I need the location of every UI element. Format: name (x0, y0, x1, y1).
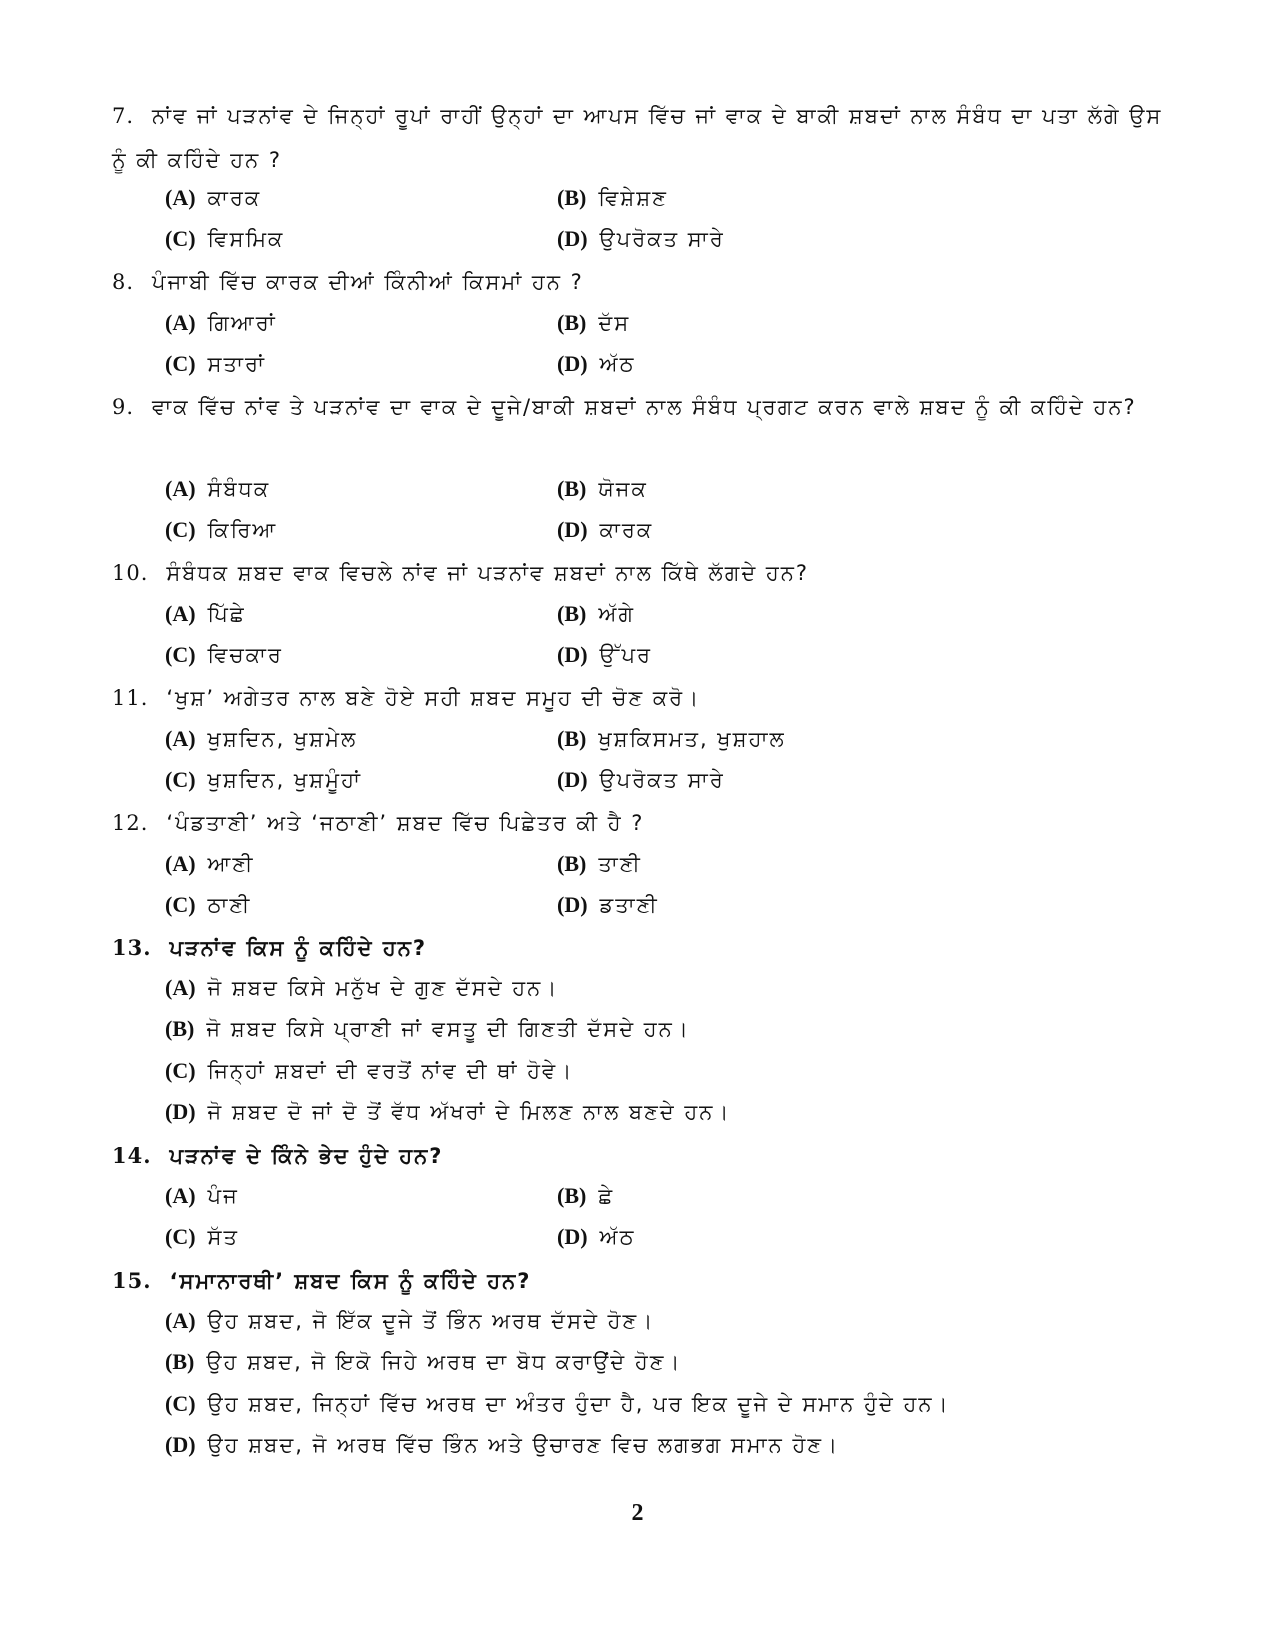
question-7 (112, 94, 1172, 182)
option-text: ਸੰਬੰਧਕ (207, 477, 271, 501)
option-text: ਉਹ ਸ਼ਬਦ, ਜੋ ਇੱਕ ਦੂਜੇ ਤੋਂ ਭਿੰਨ ਅਰਥ ਦੱਸਦੇ ਹੋਣ। (207, 1309, 655, 1333)
option-c (165, 1053, 573, 1089)
option-text: ਆਣੀ (207, 852, 255, 876)
option-label: (A) (165, 476, 196, 501)
option-a (165, 1178, 239, 1214)
option-label: (B) (557, 476, 587, 501)
option-a (165, 846, 254, 882)
option-text: ਖੁਸ਼ਦਿਨ, ਖੁਸ਼ਮੂੰਹਾਂ (207, 768, 362, 792)
option-d (557, 1219, 635, 1255)
option-label: (B) (557, 1183, 587, 1208)
option-text: ਗਿਆਰਾਂ (207, 311, 277, 335)
option-d (557, 512, 653, 548)
option-label: (C) (165, 1058, 196, 1083)
option-label: (B) (557, 601, 587, 626)
option-b (165, 1011, 690, 1047)
option-label: (D) (557, 226, 588, 251)
option-a (165, 180, 261, 216)
option-b (557, 846, 642, 882)
question-number: 10. (112, 561, 149, 585)
page-number: 2 (631, 1500, 644, 1526)
option-label: (B) (165, 1016, 195, 1041)
option-label: (D) (557, 642, 588, 667)
option-label: (B) (557, 851, 587, 876)
option-d (557, 346, 635, 382)
option-text: ਯੋਜਕ (598, 477, 648, 501)
option-label: (C) (165, 351, 196, 376)
option-label: (A) (165, 1308, 196, 1333)
option-text: ਵਿਸ਼ੇਸ਼ਣ (598, 186, 668, 210)
option-c (165, 1386, 950, 1422)
question-text: ਪੜਨਾਂਵ ਕਿਸ ਨੂੰ ਕਹਿੰਦੇ ਹਨ? (169, 936, 428, 960)
question-9 (112, 385, 1172, 429)
option-text: ਛੇ (598, 1184, 615, 1208)
question-text: ‘ਖੁਸ਼’ ਅਗੇਤਰ ਨਾਲ ਬਣੇ ਹੋਏ ਸਹੀ ਸ਼ਬਦ ਸਮੂਹ ਦੀ ਚੋਣ ਕਰੋ। (166, 686, 701, 710)
option-b (557, 1178, 614, 1214)
option-text: ਵਿਸਮਿਕ (207, 227, 285, 251)
option-c (165, 637, 283, 673)
option-label: (C) (165, 517, 196, 542)
option-text: ਜਿਨ੍ਹਾਂ ਸ਼ਬਦਾਂ ਦੀ ਵਰਤੋਂ ਨਾਂਵ ਦੀ ਥਾਂ ਹੋਵੇ। (207, 1059, 574, 1083)
question-text: ‘ਸਮਾਨਾਰਥੀ’ ਸ਼ਬਦ ਕਿਸ ਨੂੰ ਕਹਿੰਦੇ ਹਨ? (169, 1269, 532, 1293)
option-label: (C) (165, 642, 196, 667)
question-text: ਪੜਨਾਂਵ ਦੇ ਕਿੰਨੇ ਭੇਦ ਹੁੰਦੇ ਹਨ? (169, 1144, 444, 1168)
option-label: (C) (165, 892, 196, 917)
option-label: (C) (165, 226, 196, 251)
option-d (557, 887, 659, 923)
option-a (165, 596, 246, 632)
option-label: (B) (557, 726, 587, 751)
option-text: ਠਾਣੀ (207, 893, 252, 917)
option-text: ਡਤਾਣੀ (599, 893, 659, 917)
question-11 (112, 676, 1162, 720)
option-label: (A) (165, 601, 196, 626)
question-number: 9. (112, 395, 135, 419)
option-label: (D) (557, 1224, 588, 1249)
option-text: ਜੋ ਸ਼ਬਦ ਕਿਸੇ ਪ੍ਰਾਣੀ ਜਾਂ ਵਸਤੂ ਦੀ ਗਿਣਤੀ ਦੱਸਦੇ ਹਨ। (206, 1017, 690, 1041)
option-text: ਅੱਠ (599, 1225, 636, 1249)
option-label: (A) (165, 185, 196, 210)
question-number: 13. (112, 935, 152, 960)
option-label: (D) (557, 767, 588, 792)
option-c (165, 346, 266, 382)
option-a (165, 970, 558, 1006)
option-text: ਪੰਜ (207, 1184, 239, 1208)
option-text: ਦੱਸ (598, 311, 631, 335)
question-10 (112, 551, 1162, 595)
option-text: ਅੱਗੇ (598, 602, 636, 626)
option-text: ਕਾਰਕ (207, 186, 262, 210)
question-12 (112, 801, 1162, 845)
option-label: (D) (165, 1099, 196, 1124)
option-d (557, 221, 725, 257)
question-number: 7. (112, 104, 135, 128)
option-label: (D) (557, 351, 588, 376)
option-text: ਉਪਰੋਕਤ ਸਾਰੇ (599, 227, 725, 251)
option-text: ਪਿੱਛੇ (207, 602, 246, 626)
question-number: 14. (112, 1143, 152, 1168)
option-a (165, 1303, 654, 1339)
option-b (165, 1344, 682, 1380)
question-text: ਪੰਜਾਬੀ ਵਿੱਚ ਕਾਰਕ ਦੀਆਂ ਕਿੰਨੀਆਂ ਕਿਸਮਾਂ ਹਨ ? (152, 270, 584, 294)
option-text: ਜੋ ਸ਼ਬਦ ਕਿਸੇ ਮਨੁੱਖ ਦੇ ਗੁਣ ਦੱਸਦੇ ਹਨ। (207, 976, 559, 1000)
question-15 (112, 1259, 1162, 1303)
option-b (557, 721, 786, 757)
option-d (165, 1427, 839, 1463)
option-label: (B) (557, 310, 587, 335)
question-13 (112, 926, 1162, 970)
option-label: (C) (165, 1224, 196, 1249)
option-b (557, 471, 648, 507)
option-label: (A) (165, 310, 196, 335)
option-d (557, 762, 725, 798)
question-number: 12. (112, 811, 149, 835)
option-label: (D) (557, 517, 588, 542)
option-d (165, 1094, 731, 1130)
question-14 (112, 1134, 1162, 1178)
option-label: (A) (165, 975, 196, 1000)
question-text: ਸੰਬੰਧਕ ਸ਼ਬਦ ਵਾਕ ਵਿਚਲੇ ਨਾਂਵ ਜਾਂ ਪੜਨਾਂਵ ਸ਼ਬਦਾਂ ਨਾਲ ਕਿੱਥੇ ਲੱਗਦੇ ਹਨ? (166, 561, 810, 585)
option-text: ਖੁਸ਼ਦਿਨ, ਖੁਸ਼ਮੇਲ (207, 727, 358, 751)
option-b (557, 180, 668, 216)
option-label: (B) (165, 1349, 195, 1374)
option-label: (C) (165, 767, 196, 792)
option-text: ਕਾਰਕ (599, 518, 654, 542)
option-label: (B) (557, 185, 587, 210)
option-text: ਉਹ ਸ਼ਬਦ, ਜਿਨ੍ਹਾਂ ਵਿੱਚ ਅਰਥ ਦਾ ਅੰਤਰ ਹੁੰਦਾ ਹੈ, ਪਰ ਇਕ ਦੂਜੇ ਦੇ ਸਮਾਨ ਹੁੰਦੇ ਹਨ। (207, 1392, 950, 1416)
question-number: 11. (112, 686, 149, 710)
option-c (165, 512, 277, 548)
option-b (557, 305, 630, 341)
option-text: ਵਿਚਕਾਰ (207, 643, 283, 667)
option-a (165, 305, 277, 341)
option-c (165, 221, 284, 257)
option-text: ਸੱਤ (207, 1225, 239, 1249)
option-text: ਉਹ ਸ਼ਬਦ, ਜੋ ਅਰਥ ਵਿੱਚ ਭਿੰਨ ਅਤੇ ਉਚਾਰਣ ਵਿਚ ਲਗਭਗ ਸਮਾਨ ਹੋਣ। (207, 1433, 840, 1457)
option-label: (D) (165, 1432, 196, 1457)
option-c (165, 762, 362, 798)
option-a (165, 721, 357, 757)
option-label: (A) (165, 1183, 196, 1208)
option-label: (C) (165, 1391, 196, 1416)
question-text: ‘ਪੰਡਤਾਣੀ’ ਅਤੇ ‘ਜਠਾਣੀ’ ਸ਼ਬਦ ਵਿੱਚ ਪਿਛੇਤਰ ਕੀ ਹੈ ? (166, 811, 645, 835)
question-number: 8. (112, 270, 135, 294)
option-text: ਸਤਾਰਾਂ (207, 352, 266, 376)
option-a (165, 471, 270, 507)
question-text: ਨਾਂਵ ਜਾਂ ਪੜਨਾਂਵ ਦੇ ਜਿਨ੍ਹਾਂ ਰੂਪਾਂ ਰਾਹੀਂ ਉਨ੍ਹਾਂ ਦਾ ਆਪਸ ਵਿੱਚ ਜਾਂ ਵਾਕ ਦੇ ਬਾਕੀ ਸ਼ਬਦਾਂ ਨਾਲ ਸੰਬੰਧ ਦਾ ਪਤਾ ਲੱਗੇ ਉਸ ਨੂੰ ਕੀ ਕਹਿੰਦੇ ਹਨ ? (112, 104, 1163, 172)
option-text: ਕਿਰਿਆ (207, 518, 278, 542)
option-c (165, 1219, 239, 1255)
option-label: (D) (557, 892, 588, 917)
option-c (165, 887, 251, 923)
option-label: (A) (165, 726, 196, 751)
question-8 (112, 260, 1162, 304)
option-label: (A) (165, 851, 196, 876)
option-text: ਖੁਸ਼ਕਿਸਮਤ, ਖੁਸ਼ਹਾਲ (598, 727, 786, 751)
option-text: ਅੱਠ (599, 352, 636, 376)
option-text: ਤਾਣੀ (598, 852, 642, 876)
question-number: 15. (112, 1268, 152, 1293)
option-text: ਜੋ ਸ਼ਬਦ ਦੋ ਜਾਂ ਦੋ ਤੋਂ ਵੱਧ ਅੱਖਰਾਂ ਦੇ ਮਿਲਣ ਨਾਲ ਬਣਦੇ ਹਨ। (207, 1100, 731, 1124)
question-text: ਵਾਕ ਵਿੱਚ ਨਾਂਵ ਤੇ ਪੜਨਾਂਵ ਦਾ ਵਾਕ ਦੇ ਦੂਜੇ/ਬਾਕੀ ਸ਼ਬਦਾਂ ਨਾਲ ਸੰਬੰਧ ਪ੍ਰਗਟ ਕਰਨ ਵਾਲੇ ਸ਼ਬਦ ਨੂੰ ਕੀ ਕਹਿੰਦੇ ਹਨ? (152, 395, 1137, 419)
option-text: ਉੱਪਰ (599, 643, 653, 667)
option-text: ਉਹ ਸ਼ਬਦ, ਜੋ ਇਕੋ ਜਿਹੇ ਅਰਥ ਦਾ ਬੋਧ ਕਰਾਉਂਦੇ ਹੋਣ। (206, 1350, 682, 1374)
option-text: ਉਪਰੋਕਤ ਸਾਰੇ (599, 768, 725, 792)
option-b (557, 596, 635, 632)
option-d (557, 637, 652, 673)
